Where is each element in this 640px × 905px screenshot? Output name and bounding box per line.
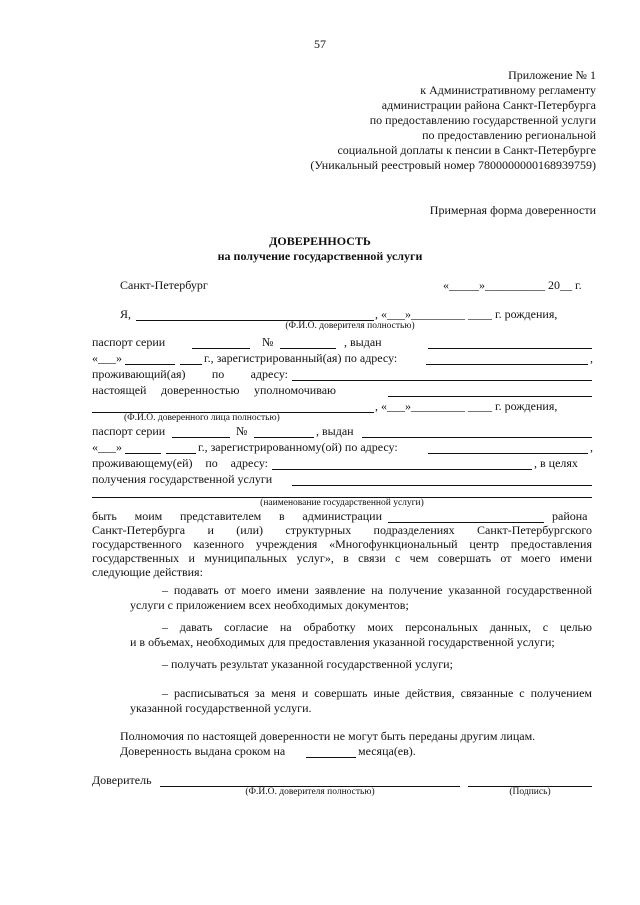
living-label-2: проживающему(ей) по адресу: — [92, 456, 268, 470]
body-line: государственных и муниципальных услуг», в связи с чем совершать от моего имени — [92, 551, 592, 565]
page-number: 57 — [314, 37, 326, 51]
action-item-cont: указанной государственной услуги. — [130, 701, 312, 715]
body-line: государственного казенного учреждения «Многофункциональный центр предоставления — [92, 537, 592, 551]
issued-label: , выдан — [344, 335, 382, 349]
appendix-line: Приложение № 1 — [508, 68, 596, 82]
appendix-line: по предоставлению государственной услуги — [369, 113, 596, 127]
closing-line: Полномочия по настоящей доверенности не могут быть переданы другим лицам. — [120, 729, 536, 743]
passport-label: паспорт серии — [92, 335, 166, 349]
action-item: – получать результат указанной государственной услуги; — [162, 657, 453, 671]
appendix-line: к Административному регламенту — [420, 83, 596, 97]
living-address-field-2[interactable] — [272, 469, 532, 470]
closing-line: месяца(ев). — [358, 744, 416, 758]
action-item: – расписываться за меня и совершать иные действия, связанные с получением — [162, 686, 592, 700]
date-line: «_____»__________ 20__ г. — [443, 278, 582, 292]
comma: , — [590, 351, 593, 365]
reg-address-label-2: г., зарегистрированному(ой) по адресу: — [198, 440, 398, 454]
number-label: № — [262, 335, 274, 349]
body-line: быть моим представителем в администрации — [92, 509, 382, 523]
field-label-ya: Я, — [120, 307, 132, 321]
issue-quote: «___» — [92, 351, 122, 365]
in-order-label: , в целях — [534, 456, 578, 470]
action-item: – давать согласие на обработку моих персональных данных, с целью — [162, 620, 592, 634]
issued-label-2: , выдан — [316, 424, 354, 438]
authorize-field-1[interactable] — [388, 396, 592, 397]
birth-date-label: , «___»_________ ____ г. рождения, — [375, 307, 558, 321]
passport-label-2: паспорт серии — [92, 424, 166, 438]
reg-address-field[interactable] — [426, 364, 588, 365]
action-item-cont: и в объемах, необходимых для предоставления указанной государственной услуги; — [130, 635, 555, 649]
number-label-2: № — [236, 424, 248, 438]
action-item: – подавать от моего имени заявление на получение указанной государственной — [162, 583, 592, 597]
sample-form-label: Примерная форма доверенности — [429, 203, 596, 217]
birth-date-label-2: , «___»_________ ____ г. рождения, — [375, 399, 558, 413]
living-label: проживающий(ая) по адресу: — [92, 367, 288, 381]
comma: , — [590, 440, 593, 454]
closing-line: Доверенность выдана сроком на — [120, 744, 286, 758]
receive-service-label: получения государственной услуги — [92, 472, 273, 486]
issue-year-field[interactable] — [180, 364, 202, 365]
appendix-line: администрации района Санкт-Петербурга — [381, 98, 596, 112]
signature-sign-caption: (Подпись) — [509, 787, 551, 797]
passport-issuer-field-2[interactable] — [362, 437, 592, 438]
term-field[interactable] — [306, 757, 356, 758]
appendix-line: по предоставлению региональной — [422, 128, 596, 142]
appendix-line: социальной доплаты к пенсии в Санкт-Петербурге — [337, 143, 596, 157]
trustor-caption: (Ф.И.О. доверителя полностью) — [285, 321, 415, 331]
living-address-field[interactable] — [292, 380, 592, 381]
issue-month-field[interactable] — [125, 364, 175, 365]
reg-address-label: г., зарегистрированный(ая) по адресу: — [204, 351, 398, 365]
action-item-cont: услуги с приложением всех необходимых документов; — [130, 598, 409, 612]
body-line: следующие действия: — [92, 565, 203, 579]
signature-label: Доверитель — [92, 773, 152, 787]
appendix-line: (Уникальный реестровый номер 7800000000168939759) — [310, 158, 596, 172]
document-subtitle: на получение государственной услуги — [217, 249, 423, 263]
service-field-1[interactable] — [292, 485, 592, 486]
body-line: района — [552, 509, 588, 523]
reg-address-field-2[interactable] — [428, 453, 588, 454]
passport-number-field[interactable] — [280, 348, 336, 349]
proxy-caption: (Ф.И.О. доверенного лица полностью) — [124, 413, 280, 423]
issue-year-field-2[interactable] — [166, 453, 196, 454]
issue-quote-2: «___» — [92, 440, 122, 454]
passport-issuer-field[interactable] — [428, 348, 592, 349]
passport-series-field-2[interactable] — [172, 437, 230, 438]
city: Санкт-Петербург — [120, 278, 208, 292]
issue-month-field-2[interactable] — [125, 453, 161, 454]
passport-number-field-2[interactable] — [254, 437, 314, 438]
passport-series-field[interactable] — [192, 348, 250, 349]
document-title: ДОВЕРЕННОСТЬ — [269, 234, 371, 248]
signature-fio-caption: (Ф.И.О. доверителя полностью) — [245, 787, 375, 797]
service-caption: (наименование государственной услуги) — [260, 498, 424, 508]
authorize-label: настоящей доверенностью уполномочиваю — [92, 383, 336, 397]
body-line: Санкт-Петербурга и (или) структурных подразделениях Санкт-Петербургского — [92, 523, 592, 537]
